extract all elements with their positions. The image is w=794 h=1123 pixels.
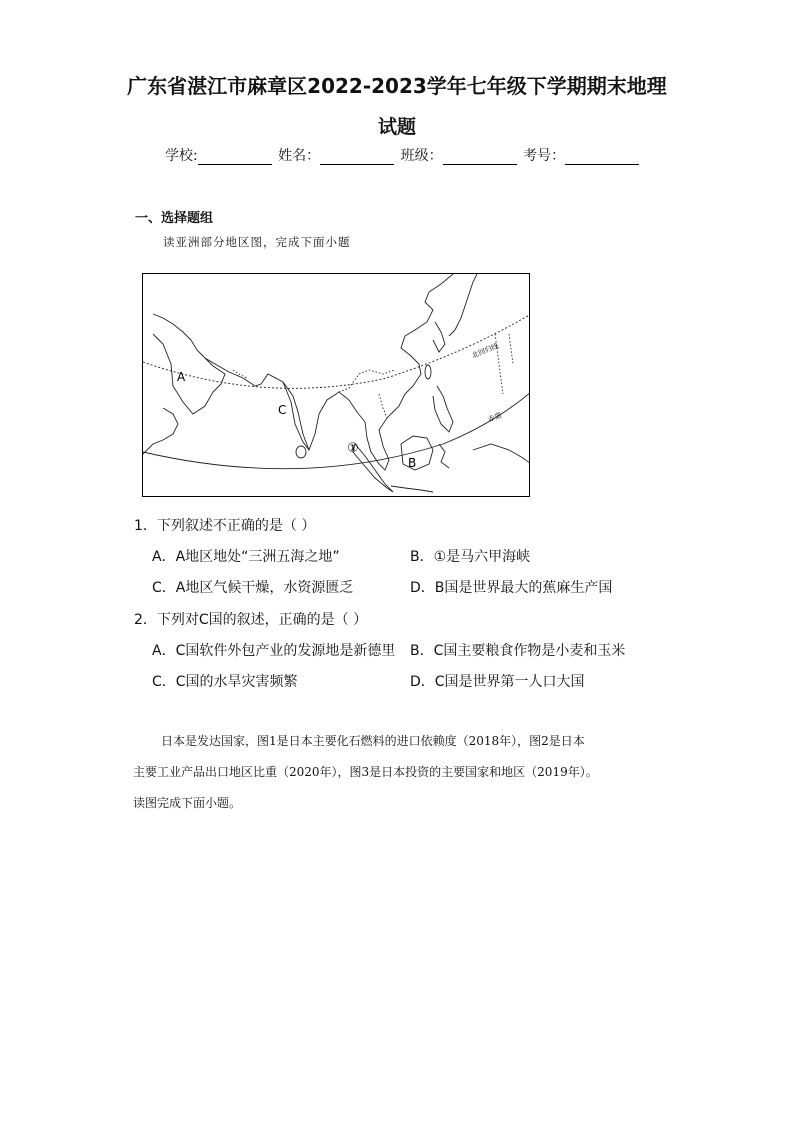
- section-intro: 读亚洲部分地区图，完成下面小题: [163, 235, 351, 249]
- question-1-option-b[interactable]: B．①是马六甲海峡: [410, 549, 531, 565]
- asia-map: [142, 273, 530, 497]
- class-label: 班级：: [400, 148, 443, 164]
- question-2-option-d[interactable]: D．C国是世界第一人口大国: [410, 674, 585, 690]
- question-1-option-a[interactable]: A．A地区地处“三洲五海之地”: [152, 549, 340, 565]
- passage-line-2: 主要工业产品出口地区比重（2020年），图3是日本投资的主要国家和地区（2019年）。: [133, 765, 598, 779]
- passage-paragraph: [133, 726, 673, 819]
- question-2-stem: 2．下列对C国的叙述，正确的是（ ）: [134, 612, 368, 628]
- name-label: 姓名：: [278, 148, 321, 164]
- class-blank[interactable]: [443, 150, 517, 165]
- map-label-a: A: [177, 370, 186, 384]
- student-info-fields: [165, 145, 641, 165]
- asia-map-drawing: [143, 274, 530, 497]
- exam-number-blank[interactable]: [565, 150, 639, 165]
- question-2-option-b[interactable]: B．C国主要粮食作物是小麦和玉米: [410, 643, 626, 659]
- school-blank[interactable]: [198, 150, 272, 165]
- equator-line: [143, 392, 530, 469]
- section-title: 一、选择题组: [135, 211, 214, 226]
- tropic-of-cancer-label: 北回归线: [470, 341, 500, 360]
- equator-label: 赤道: [486, 411, 503, 424]
- map-label-b: B: [408, 456, 417, 470]
- passage-line-1-text: 日本是发达国家，图1是日本主要化石燃料的进口依赖度（2018年），图2是日本: [161, 734, 585, 748]
- passage-line-1: [133, 726, 673, 757]
- map-label-c: C: [278, 403, 287, 417]
- question-2-option-a[interactable]: A．C国软件外包产业的发源地是新德里: [152, 643, 396, 659]
- exam-number-label: 考号：: [523, 148, 566, 164]
- question-1-option-c[interactable]: C．A地区气候干燥，水资源匮乏: [152, 580, 354, 596]
- passage-line-3: 读图完成下面小题。: [133, 796, 242, 810]
- map-label-strait-1: ①: [347, 441, 359, 456]
- question-1-stem: 1．下列叙述不正确的是（ ）: [134, 518, 316, 534]
- page-title-continued: 试题: [377, 116, 416, 138]
- name-blank[interactable]: [320, 150, 394, 165]
- question-1-option-d[interactable]: D．B国是世界最大的蕉麻生产国: [410, 580, 613, 596]
- question-2-option-c[interactable]: C．C国的水旱灾害频繁: [152, 674, 298, 690]
- school-label: 学校:: [165, 148, 198, 164]
- page-title: 广东省湛江市麻章区2022-2023学年七年级下学期期末地理: [127, 74, 667, 98]
